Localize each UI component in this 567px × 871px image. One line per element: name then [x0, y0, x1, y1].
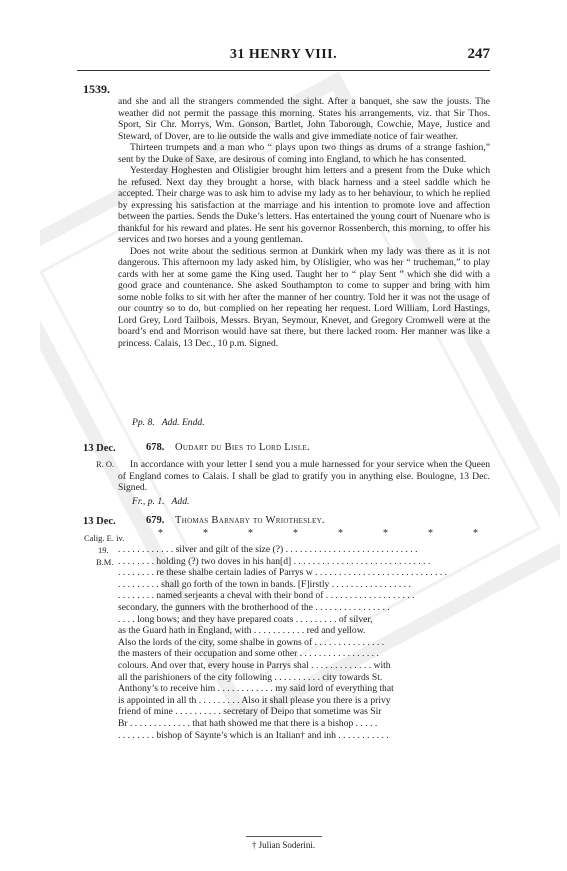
star: * [473, 528, 478, 539]
running-header [0, 47, 567, 67]
entry-678-body [118, 459, 490, 494]
damaged-line: is appointed in all th . . . . . . . . . Also it shall please you there is a privy [118, 694, 391, 706]
damaged-line: . . . . . . . . re these shalbe certain ladies of Parrys w . . . . . . . . . . . . . . . . . . . . . . . . . . . . [118, 567, 448, 579]
star: * [248, 528, 253, 539]
star: * [158, 528, 163, 539]
damaged-line: . . . . long bows; and they have prepared coats . . . . . . . . . of silver, [118, 613, 373, 625]
entry-679-name: Thomas Barnaby to Wriothesley. [175, 515, 325, 526]
damaged-line: . . . . . . . . named serjeants a cheval with their bond of . . . . . . . . . . . . . . . . . . . [118, 590, 415, 602]
letter-paragraph: Yesterday Hoghesten and Olisligier brought him letters and a present from the Duke which he refused. Next day they brought a horse, with black harness and a steel saddle which he accepted. Their charge was to ask him to advise my lady as to her behaviour, to which he replied by expressing his satisfaction at the marriage and his intention to promote love and affection between the parties. Sends the Duke’s letters. Has entertained the young court of Nuenare who is thankful for his reward and plates. He sent his governor Rossenberch, this morning, to offer his services and two horses and a young gentleman. [118, 165, 490, 245]
entry-678-paragraph: In accordance with your letter I send you a mule harnessed for your service when the Queen of England comes to Calais. I shall be glad to gratify you in anything else. Boulogne, 13 Dec. Signed. [118, 459, 490, 493]
entry-679-source-2: 19. [98, 545, 109, 555]
star: * [383, 528, 388, 539]
footnote: † Julian Soderini. [251, 840, 316, 850]
entry-678-source: R. O. [96, 459, 115, 469]
letter-pages: Pp. 8. [132, 417, 155, 428]
damaged-line: Br . . . . . . . . . . . . . that hath showed me that there is a bishop . . . . . [118, 717, 378, 729]
header-rule [77, 70, 490, 71]
margin-year: 1539. [83, 82, 110, 96]
damaged-line: the masters of their occupation and some other . . . . . . . . . . . . . . . . . [118, 648, 379, 660]
damaged-line: Also the lords of the city, some shalbe in gowns of . . . . . . . . . . . . . . . [118, 636, 385, 648]
damaged-line: all the parishioners of the city following . . . . . . . . . . city towards St. [118, 671, 383, 683]
lacuna-stars [158, 528, 478, 539]
letter-notes: Add. Endd. [161, 417, 205, 428]
star: * [428, 528, 433, 539]
damaged-line: Anthony’s to receive him . . . . . . . . . . . . my said lord of everything that [118, 683, 394, 695]
damaged-line: . . . . . . . . . . . . silver and gilt of the size (?) . . . . . . . . . . . . . . . . . . . . . . . . . . . . [118, 544, 418, 555]
letter-paragraph: and she and all the strangers commended the sight. After a banquet, she saw the jousts. The weather did not permit the passage this morning. States his arrangements, viz. that Sir Thos. Sport, Sir Chr. Morrys, Wm. Gonson, Bartlet, John Taborough, Cowchie, Maye, Justice and Steward, of Dover, are to lie outside the walls and give immediate notice of fair weather. [118, 96, 490, 142]
damaged-line: secondary, the gunners with the brotherhood of the . . . . . . . . . . . . . . . . [118, 601, 390, 613]
star: * [338, 528, 343, 539]
entry-679-source-3: B.M. [96, 557, 114, 567]
letter-meta [132, 417, 205, 428]
entry-679-damaged-text [118, 544, 490, 741]
entry-679-number: 679. [146, 515, 165, 526]
entry-678-date: 13 Dec. [83, 443, 116, 454]
entry-678-number: 678. [146, 442, 165, 453]
entry-679-heading [146, 515, 325, 526]
letter-body [118, 96, 490, 349]
damaged-line: as the Guard hath in England, with . . . . . . . . . . . red and yellow. [118, 625, 366, 637]
footnote-rule [246, 836, 322, 837]
letter-paragraph: Does not write about the seditious sermon at Dunkirk when my lady was there as it is not dangerous. This afternoon my lady asked him, by Olisligier, who was her “ trucheman,” to play cards with her at some game the King used. Taught her to “ play Sent ” which she did with a good grace and countenance. She asked Southampton to come to supper and bring with him some noble folks to sit with her after the manner of her country. Told her it was not the usage of our country so to do, but complied on her repeating her request. Lord William, Lord Hastings, Lord Grey, Lord Tailbois, Messrs. Bryan, Seymour, Knevet, and Gregory Cromwell were at the board’s end and Morrison would have sat there, but there lacked room. Her manner was like a princess. Calais, 13 Dec., 10 p.m. Signed. [118, 245, 490, 349]
entry-678-heading [146, 442, 310, 453]
letter-paragraph: Thirteen trumpets and a man who “ plays upon two things as drums of a strange fashion,” sent by the Duke of Saxe, are desirous of coming into England, to which he has consented. [118, 142, 490, 165]
star: * [203, 528, 208, 539]
entry-678-name: Oudart du Bies to Lord Lisle. [175, 442, 310, 453]
page-number: 247 [467, 46, 490, 62]
entry-679-source-1: Calig. E. iv. [84, 533, 125, 543]
damaged-line: friend of mine . . . . . . . . . . secretary of Deipo that sometime was Sir [118, 706, 382, 718]
entry-678-lang: Fr., p. 1. [132, 496, 165, 507]
damaged-line: colours. And over that, every house in Parrys shal . . . . . . . . . . . . . with [118, 659, 391, 671]
entry-679-date: 13 Dec. [83, 516, 116, 527]
entry-678-notes: Add. [171, 496, 190, 507]
running-title: 31 HENRY VIII. [229, 47, 338, 62]
damaged-line: . . . . . . . . holding (?) two doves in his han[d] . . . . . . . . . . . . . . . . . . . . . . . . . . . . . [118, 555, 431, 567]
damaged-line: . . . . . . . . bishop of Saynte’s which is an Italian† and inh . . . . . . . . . . . [118, 729, 389, 741]
star: * [293, 528, 298, 539]
entry-678-meta [132, 496, 189, 507]
damaged-line: . . . . . . . . . shall go forth of the town in bands. [F]irstly . . . . . . . . . . . . . . . . . [118, 578, 411, 590]
